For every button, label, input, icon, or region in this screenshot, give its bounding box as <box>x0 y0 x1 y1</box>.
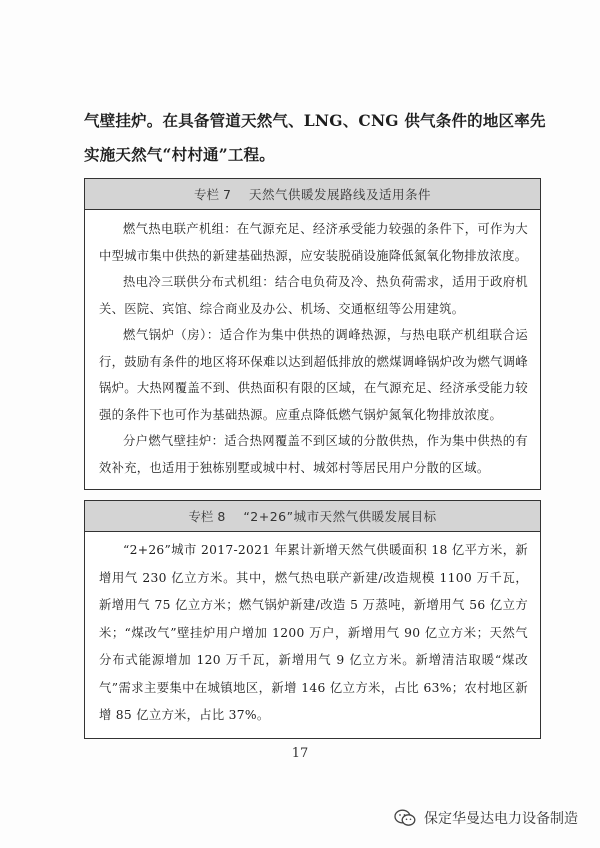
box-8-header <box>85 501 540 532</box>
box-7-paragraph: 分户燃气壁挂炉：适合热网覆盖不到区域的分散供热，作为集中供热的有效补充，也适用于独栋别墅或城中村、城郊村等居民用户分散的区域。 <box>99 434 528 475</box>
watermark <box>394 808 578 828</box>
column-box-8 <box>84 500 541 739</box>
box-7-paragraph: 热电冷三联供分布式机组：结合电负荷及冷、热负荷需求，适用于政府机关、医院、宾馆、综合商业及办公、机场、交通枢纽等公用建筑。 <box>99 275 528 316</box>
box-8-body <box>85 532 540 738</box>
box-7-body <box>85 210 540 489</box>
wechat-icon <box>394 809 416 827</box>
box-7-paragraph: 燃气锅炉（房）：适合作为集中供热的调峰热源，与热电联产机组联合运行，鼓励有条件的地区将环保难以达到超低排放的燃煤调峰锅炉改为燃气调峰锅炉。大热网覆盖不到、供热面积有限的区域，在气源充足、经济承受能力较强的条件下也可作为基础热源。应重点降低燃气锅炉氮氧化物排放浓度。 <box>99 328 528 422</box>
intro-line-2: 实施天然气“村村通”工程。 <box>84 145 275 164</box>
watermark-text: 保定华曼达电力设备制造 <box>424 811 578 827</box>
box-7-title: 天然气供暖发展路线及适用条件 <box>248 187 431 202</box>
box-7-paragraph: 燃气热电联产机组：在气源充足、经济承受能力较强的条件下，可作为大中型城市集中供热的新建基础热源，应安装脱硝设施降低氮氧化物排放浓度。 <box>99 222 528 263</box>
intro-line-1: 气壁挂炉。在具备管道天然气、LNG、CNG 供气条件的地区率先 <box>84 111 546 130</box>
box-8-title: “2+26”城市天然气供暖发展目标 <box>243 509 437 524</box>
page-number: 17 <box>291 746 309 761</box>
box-7-header <box>85 179 540 210</box>
box-8-paragraph: “2+26”城市 2017-2021 年累计新增天然气供暖面积 18 亿平方米，新增用气 230 亿立方米。其中，燃气热电联产新建/改造规模 1100 万千瓦，新增用气 75 亿立方米；燃气锅炉新建/改造 5 万蒸吨，新增用气 56 亿立方米；“煤改气”壁挂炉用户增加 1200 万户，新增用气 90 亿立方米；天然气分布式能源增加 120 万千瓦，新增用气 9 亿立方米。新增清洁取暖“煤改气”需求主要集中在城镇地区，新增 146 亿立方米，占比 63%；农村地区新增 85 亿立方米，占比 37%。 <box>99 543 528 722</box>
box-8-number: 专栏 8 <box>188 509 226 524</box>
intro-paragraph <box>86 104 556 172</box>
box-7-number: 专栏 7 <box>194 187 231 202</box>
column-box-7 <box>84 178 541 490</box>
